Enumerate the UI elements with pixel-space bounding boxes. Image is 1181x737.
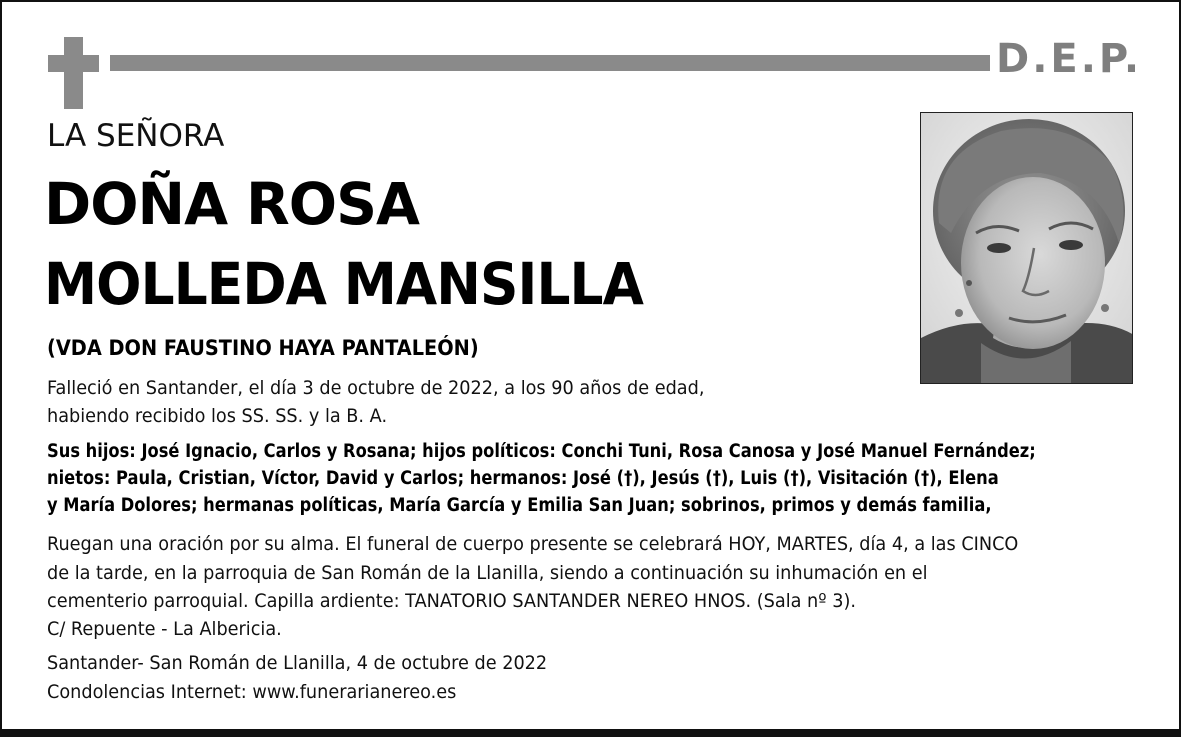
family-line-1: Sus hijos: José Ignacio, Carlos y Rosana; hijos políticos: Conchi Tuni, Rosa Canosa y José Manuel Fernández; bbox=[47, 441, 1036, 462]
funeral-line-3: cementerio parroquial. Capilla ardiente: TANATORIO SANTANDER NEREO HNOS. (Sala nº 3). bbox=[47, 590, 856, 612]
portrait-illustration bbox=[921, 113, 1133, 384]
death-line-2: habiendo recibido los SS. SS. y la B. A. bbox=[47, 405, 388, 427]
bottom-rule bbox=[0, 729, 1181, 737]
dep-label: D.E.P. bbox=[996, 36, 1143, 82]
cross-icon bbox=[64, 37, 83, 109]
place-date: Santander- San Román de Llanilla, 4 de octubre de 2022 bbox=[47, 652, 548, 674]
family-line-2: nietos: Paula, Cristian, Víctor, David y Carlos; hermanos: José (†), Jesús (†), Luis (†), Visitación (†), Elena bbox=[47, 468, 999, 489]
header-rule bbox=[110, 55, 990, 71]
deceased-name-line1: DOÑA ROSA bbox=[44, 170, 420, 238]
cross-icon-bar bbox=[48, 55, 99, 72]
funeral-line-4: C/ Repuente - La Albericia. bbox=[47, 618, 282, 640]
condolences-web: Condolencias Internet: www.funerarianereo.es bbox=[47, 681, 457, 703]
title-prefix: LA SEÑORA bbox=[47, 118, 225, 154]
death-line-1: Falleció en Santander, el día 3 de octubre de 2022, a los 90 años de edad, bbox=[47, 377, 705, 399]
funeral-line-2: de la tarde, en la parroquia de San Román de la Llanilla, siendo a continuación su inhumación en el bbox=[47, 562, 928, 584]
family-line-3: y María Dolores; hermanas políticas, María García y Emilia San Juan; sobrinos, primos y demás familia, bbox=[47, 495, 992, 516]
deceased-portrait bbox=[920, 112, 1133, 384]
deceased-name-line2: MOLLEDA MANSILLA bbox=[44, 250, 644, 318]
funeral-line-1: Ruegan una oración por su alma. El funeral de cuerpo presente se celebrará HOY, MARTES, día 4, a las CINCO bbox=[47, 533, 1019, 555]
widow-of: (VDA DON FAUSTINO HAYA PANTALEÓN) bbox=[47, 336, 479, 360]
